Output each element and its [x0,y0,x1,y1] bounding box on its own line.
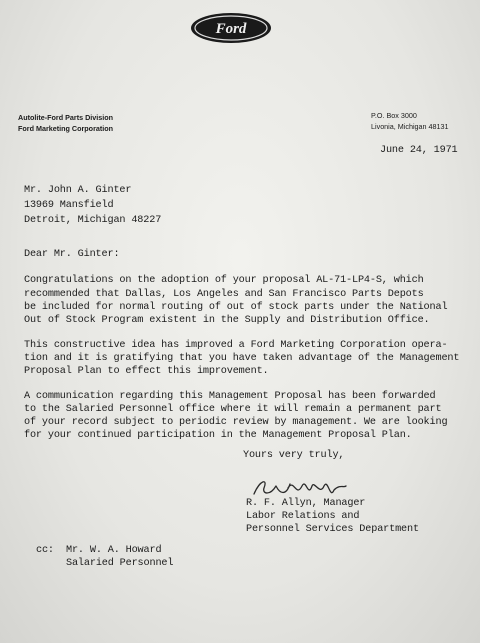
paragraph-1-line-4: Out of Stock Program existent in the Supply and Distribution Office. [24,315,430,326]
signer-name: R. F. Allyn, Manager [246,498,366,509]
cc-name: Mr. W. A. Howard [66,545,162,556]
company-city: Livonia, Michigan 48131 [371,122,449,131]
salutation: Dear Mr. Ginter: [24,249,120,260]
division-name: Autolite-Ford Parts Division [18,113,114,122]
paragraph-3-line-1: A communication regarding this Management Proposal has been forwarded [24,391,436,402]
signer-title-1: Labor Relations and [246,511,360,522]
closing: Yours very truly, [243,450,345,461]
recipient-street: 13969 Mansfield [24,200,114,211]
recipient-name: Mr. John A. Ginter [24,185,132,196]
cc-label: cc: [36,545,54,556]
paragraph-1-line-1: Congratulations on the adoption of your proposal AL-71-LP4-S, which [24,275,424,286]
ford-logo-text: Ford [215,21,247,37]
paragraph-3-line-3: of your record subject to periodic review by management. We are looking [24,417,448,428]
paragraph-2-line-1: This constructive idea has improved a Ford Marketing Corporation opera- [24,340,448,351]
signer-title-2: Personnel Services Department [246,524,419,535]
paragraph-2-line-3: Proposal Plan to effect this improvement. [24,366,269,377]
ford-logo [190,12,272,44]
po-box: P.O. Box 3000 [371,111,417,120]
paragraph-2-line-2: tion and it is gratifying that you have taken advantage of the Management [24,353,460,364]
paragraph-3-line-2: to the Salaried Personnel office where it will remain a permanent part [24,404,442,415]
paragraph-1-line-2: recommended that Dallas, Los Angeles and San Francisco Parts Depots [24,289,424,300]
paragraph-1-line-3: be included for normal routing of out of stock parts under the National [24,302,448,313]
letter-date: June 24, 1971 [380,145,458,156]
recipient-city: Detroit, Michigan 48227 [24,215,162,226]
cc-dept: Salaried Personnel [66,558,174,569]
paragraph-3-line-4: for your continued participation in the Management Proposal Plan. [24,430,412,441]
company-name: Ford Marketing Corporation [18,124,114,133]
